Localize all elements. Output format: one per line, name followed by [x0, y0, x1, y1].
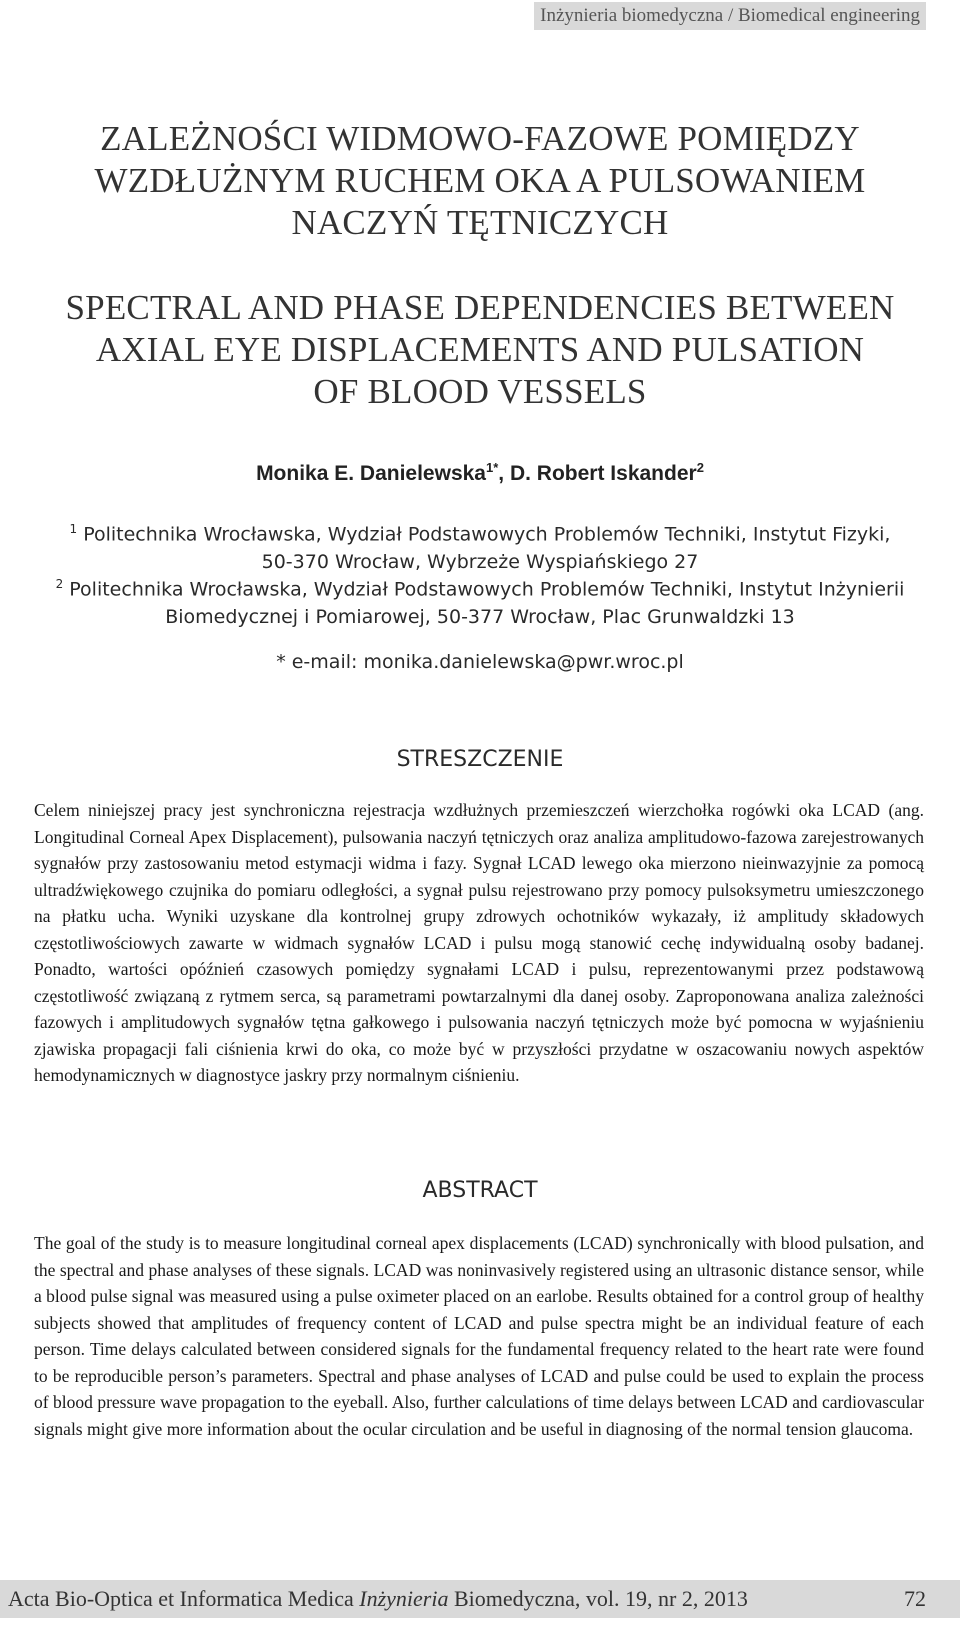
affiliation-line: Politechnika Wrocławska, Wydział Podstawowych Problemów Techniki, Instytut Inżynierii	[69, 578, 905, 601]
affiliation-line: 50-370 Wrocław, Wybrzeże Wyspiańskiego 27	[261, 551, 699, 574]
affiliation-line: Biomedycznej i Pomiarowej, 50-377 Wrocław, Plac Grunwaldzki 13	[165, 606, 795, 629]
streszczenie-text: Celem niniejszej pracy jest synchroniczna rejestracja wzdłużnych przemieszczeń wierzchołka rogówki oka LCAD (ang. Longitudinal Corneal Apex Displacement), pulsowania naczyń tętniczych oraz analiza amplitudowo-fazowa zarejestrowanych sygnałów przy zastosowaniu metod estymacji widma i fazy. Sygnał LCAD lewego oka mierzono nieinwazyjnie za pomocą ultradźwiękowego czujnika do pomiaru odległości, a sygnał pulsu rejestrowano przy pomocy pulsoksymetru umieszczonego na płatku ucha. Wyniki uzyskane dla kontrolnej grupy zdrowych ochotników wykazały, iż amplitudy składowych częstotliwościowych zawarte w widmach sygnałów LCAD i pulsu mogą stanowić cechę indywidualną osoby badanej. Ponadto, wartości opóźnień czasowych pomiędzy sygnałami LCAD i pulsu, reprezentowanymi przez podstawową częstotliwość związaną z rytmem serca, są parametrami powtarzalnymi dla danej osoby. Zaproponowana analiza zależności fazowych i amplitudowych sygnałów tętna gałkowego i pulsowania naczyń tętniczych może być pomocna w wyjaśnieniu zjawiska propagacji fali ciśnienia krwi do oka, co może być w przyszłości przydatne w oszacowaniu nowych aspektów hemodynamicznych w diagnostyce jaskry przy normalnym ciśnieniu.	[34, 800, 924, 1085]
abstract-heading: ABSTRACT	[422, 1178, 538, 1203]
title-line: AXIAL EYE DISPLACEMENTS AND PULSATION	[95, 330, 865, 369]
affiliation-2	[0, 570, 960, 631]
title-line: NACZYŃ TĘTNICZYCH	[291, 203, 669, 242]
footer	[0, 1580, 960, 1618]
affiliation-number: 1	[69, 522, 78, 536]
author-affiliation-mark: 2	[696, 460, 704, 475]
journal-name-italic: Inżynieria	[359, 1586, 449, 1611]
title-line: OF BLOOD VESSELS	[313, 372, 647, 411]
title-line: SPECTRAL AND PHASE DEPENDENCIES BETWEEN	[65, 288, 895, 327]
journal-name: Acta Bio-Optica et Informatica Medica	[8, 1586, 360, 1611]
affiliation-1	[0, 515, 960, 576]
author-affiliation-mark: 1*	[486, 460, 499, 475]
journal-volume: Biomedyczna, vol. 19, nr 2, 2013	[448, 1586, 748, 1611]
title-line: WZDŁUŻNYM RUCHEM OKA A PULSOWANIEM	[94, 161, 866, 200]
affiliation-number: 2	[55, 577, 64, 591]
affiliation-line: Politechnika Wrocławska, Wydział Podstawowych Problemów Techniki, Instytut Fizyki,	[83, 523, 891, 546]
author-name: Monika E. Danielewska	[256, 462, 486, 485]
abstract-text: The goal of the study is to measure longitudinal corneal apex displacements (LCAD) synchronically with blood pulsation, and the spectral and phase analyses of these signals. LCAD was noninvasively registered using an ultrasonic distance sensor, while a blood pulse signal was measured using a pulse oximeter placed on an earlobe. Results obtained for a control group of healthy subjects showed that amplitudes of frequency content of LCAD and pulse spectra might be an individual feature of each person. Time delays calculated between considered signals for the fundamental frequency related to the heart rate were found to be reproducible person’s parameters. Spectral and phase analyses of LCAD and pulse could be used to explain the process of blood pressure wave propagation to the eyeball. Also, further calculations of time delays between LCAD and cardiovascular signals might give more information about the ocular circulation and be useful in diagnosing of the normal tension glaucoma.	[34, 1233, 924, 1439]
author-name: D. Robert Iskander	[509, 462, 697, 485]
footer-journal-citation	[8, 1586, 748, 1612]
streszczenie-heading: STRESZCZENIE	[396, 747, 564, 772]
title-polish	[0, 118, 960, 244]
running-head: Inżynieria biomedyczna / Biomedical engineering	[534, 2, 926, 30]
author-separator: ,	[498, 462, 510, 485]
title-line: ZALEŻNOŚCI WIDMOWO-FAZOWE POMIĘDZY	[100, 119, 860, 158]
page-number: 72	[904, 1586, 926, 1611]
authors	[0, 460, 960, 486]
title-english	[0, 287, 960, 413]
corresponding-email: * e-mail: monika.danielewska@pwr.wroc.pl	[276, 651, 684, 673]
